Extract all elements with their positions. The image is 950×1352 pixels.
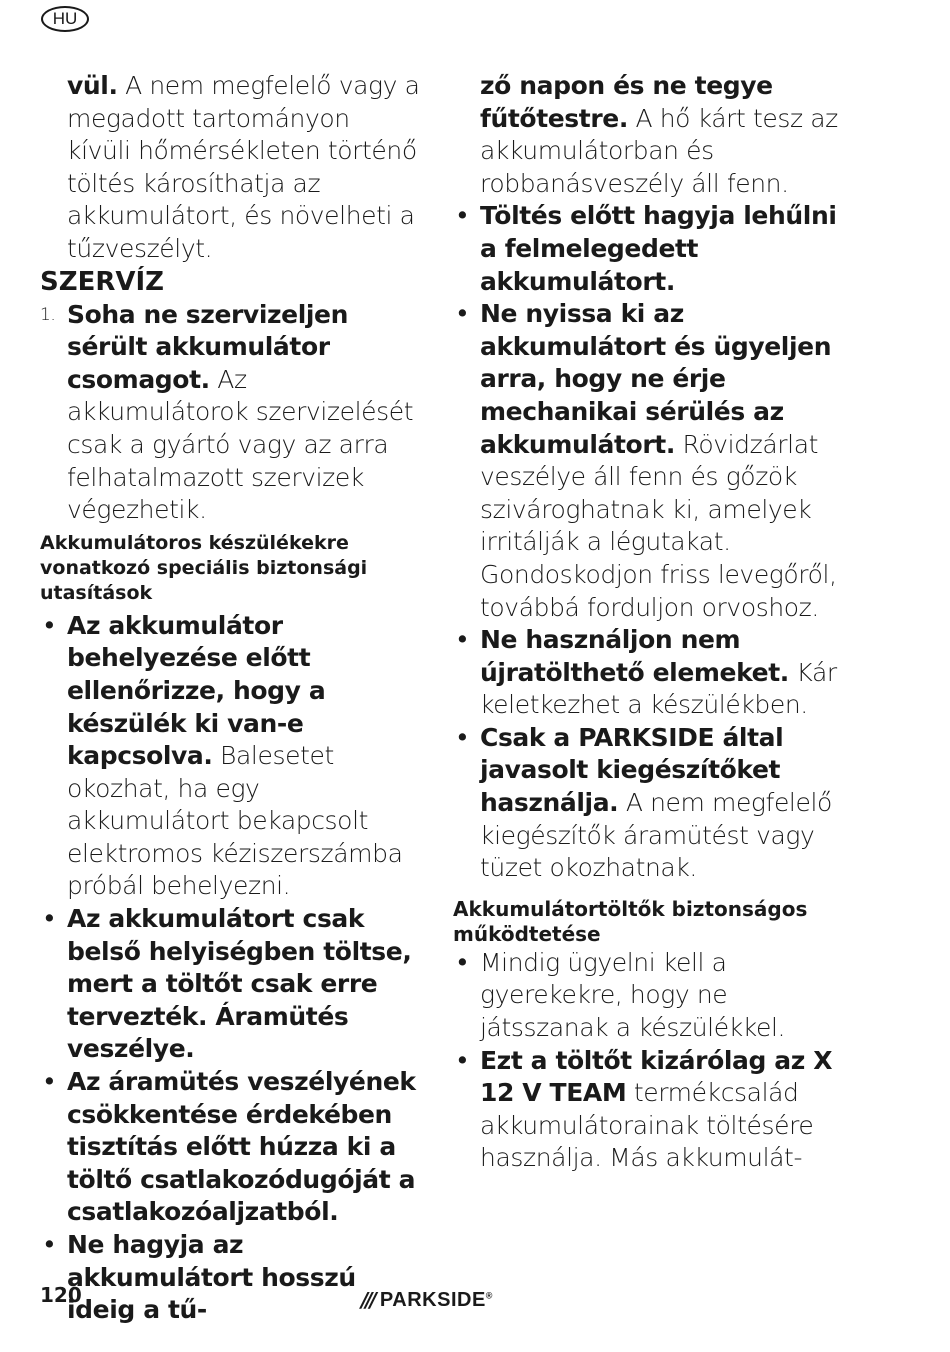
continuation-bold: ző napon és ne tegye fűtőtestre. bbox=[480, 71, 773, 133]
item-text: Kár keletkezhet a készülékben. bbox=[480, 657, 837, 720]
item-bold: Csak a PARKSIDE által javasolt kiegészítőket használja. bbox=[480, 722, 784, 818]
continuation-paragraph bbox=[453, 70, 838, 200]
item-bold: Soha ne szervizeljen sérült akkumulátor csomagot. bbox=[67, 299, 348, 394]
list-item bbox=[40, 1066, 420, 1229]
item-bold: Az áramütés veszélyének csökkentése érdekében tisztítás előtt húzza ki a töltő csatlakozódugóját a csatlakozóaljzatból. bbox=[67, 1067, 416, 1227]
right-column bbox=[453, 70, 838, 1175]
list-item bbox=[453, 722, 838, 885]
page-number: 120 bbox=[40, 1283, 82, 1307]
list-item bbox=[453, 200, 838, 298]
logo-stripes-icon: /// bbox=[361, 1288, 374, 1312]
item-text: Az akkumulátorok szervizelését csak a gyártó vagy az arra felhatalmazott szervizek végezhetik. bbox=[67, 364, 414, 525]
intro-bold: vül. bbox=[67, 71, 118, 100]
list-item bbox=[453, 624, 838, 722]
item-bold: Töltés előtt hagyja lehűlni a felmelegedett akkumulátort. bbox=[480, 201, 837, 296]
intro-text: A nem megfelelő vagy a megadott tartományon kívüli hőmérsékleten történő töltés károsíthatja az akkumulátort, és növelheti a tűzveszélyt. bbox=[67, 71, 420, 263]
item-text: Rövidzárlat veszélye áll fenn és gőzök szivároghatnak ki, amelyek irritálják a légutakat. Gondoskodjon friss levegőről, továbbá forduljon orvoshoz. bbox=[480, 429, 837, 622]
registered-mark: ® bbox=[485, 1289, 493, 1300]
item-bold: Ne hagyja az akkumulátort hosszú ideig a tű- bbox=[67, 1230, 356, 1325]
right-bullet-list bbox=[453, 200, 838, 884]
item-bold: Ne nyissa ki az akkumulátort és ügyeljen arra, hogy ne érje mechanikai sérülés az akkumulátort. bbox=[480, 299, 832, 459]
logo-wordmark bbox=[380, 1289, 493, 1312]
item-bold: Ezt a töltőt kizárólag az X 12 V TEAM bbox=[480, 1045, 833, 1108]
left-column bbox=[40, 70, 420, 1327]
item-text: A nem megfelelő kiegészítők áramütést vagy tüzet okozhatnak. bbox=[480, 788, 832, 883]
logo-text: PARKSIDE bbox=[379, 1288, 486, 1311]
list-item bbox=[40, 903, 420, 1066]
service-heading: SZERVÍZ bbox=[40, 266, 165, 297]
list-item bbox=[40, 1229, 420, 1327]
item-bold: Az akkumulátort csak belső helyiségben töltse, mert a töltőt csak erre tervezték. Áramütés veszélye. bbox=[67, 904, 412, 1064]
intro-paragraph bbox=[40, 70, 420, 266]
item-text: Balesetet okozhat, ha egy akkumulátort bekapcsolt elektromos kéziszerszámba próbál behelyezni. bbox=[67, 741, 403, 901]
continuation-text: A hő kárt tesz az akkumulátorban és robbanásveszély áll fenn. bbox=[480, 103, 838, 198]
list-item bbox=[40, 610, 420, 903]
charger-bullet-list bbox=[453, 947, 838, 1175]
item-text: termékcsalád akkumulátorainak töltésére használja. Más akkumulát- bbox=[480, 1078, 814, 1173]
item-text: Mindig ügyelni kell a gyerekekre, hogy ne játsszanak a készülékkel. bbox=[480, 947, 786, 1043]
language-badge: HU bbox=[41, 6, 89, 32]
service-item bbox=[40, 299, 420, 527]
special-instructions-heading: Akkumulátoros készülékekre vonatkozó speciális biztonsági utasítások bbox=[40, 531, 368, 604]
list-item bbox=[453, 298, 838, 624]
left-bullet-list bbox=[40, 610, 420, 1327]
list-item bbox=[453, 947, 838, 1045]
item-number: 1. bbox=[40, 304, 56, 325]
item-bold: Az akkumulátor behelyezése előtt ellenőrizze, hogy a készülék ki van-e kapcsolva. bbox=[67, 610, 326, 771]
parkside-logo bbox=[361, 1288, 493, 1312]
service-list bbox=[40, 299, 420, 527]
list-item bbox=[453, 1045, 838, 1175]
charger-heading: Akkumulátortöltők biztonságos működtetése bbox=[453, 896, 808, 946]
item-bold: Ne használjon nem újratölthető elemeket. bbox=[480, 625, 789, 687]
